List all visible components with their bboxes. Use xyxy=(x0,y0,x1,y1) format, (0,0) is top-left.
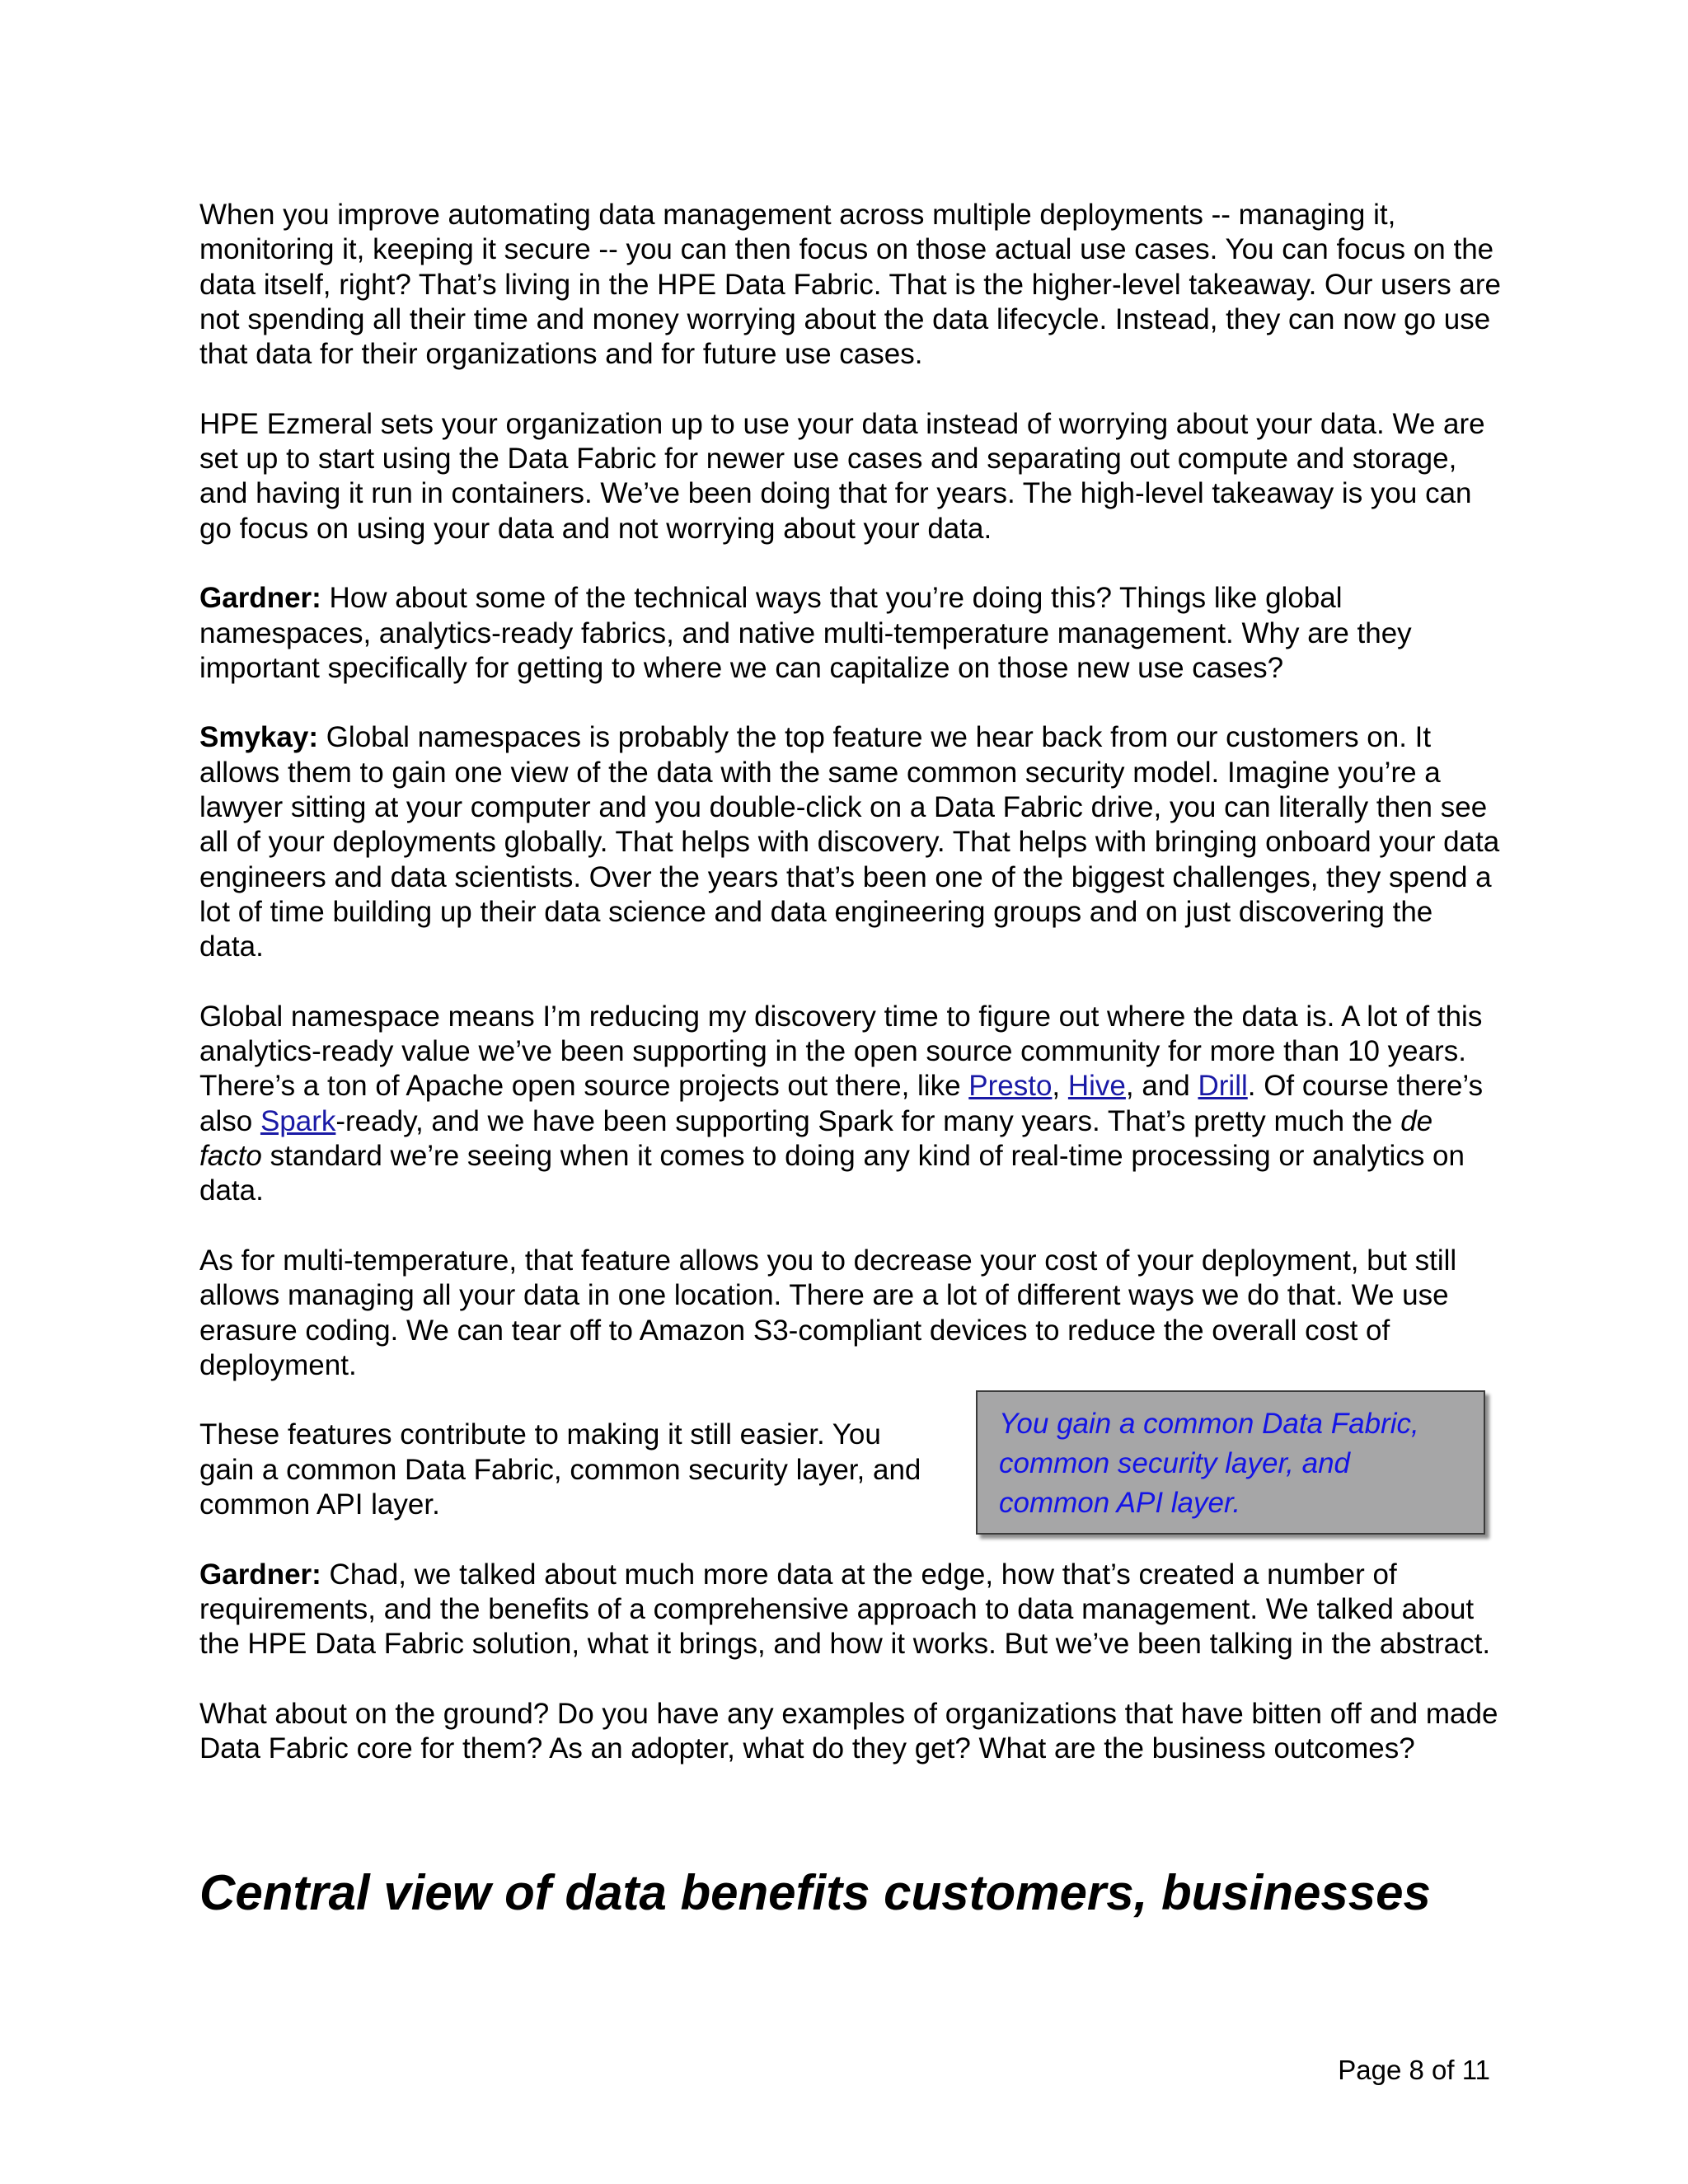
paragraph xyxy=(199,1558,1502,1662)
spark-link[interactable]: Spark xyxy=(260,1104,336,1137)
pull-quote-box xyxy=(976,1390,1485,1535)
page-number: Page 8 of 11 xyxy=(1338,2055,1490,2085)
paragraph: When you improve automating data management across multiple deployments -- managing it, monitoring it, keeping it secure -- you can then focus on those actual use cases. You can focus on the data itself, right? That’s living in the HPE Data Fabric. That is the higher-level takeaway. Our users are not spending all their time and money worrying about the data lifecycle. Instead, they can now go use that data for their organizations and for future use cases. xyxy=(199,199,1501,371)
paragraph-text: , and xyxy=(1125,1070,1198,1103)
paragraph xyxy=(199,720,1502,964)
paragraph-text: Chad, we talked about much more data at the edge, how that’s created a number of requirements, and the benefits of a comprehensive approach to data management. We talked about the HPE Data Fabric solution, what it brings, and how it works. But we’ve been talking in the abstract. xyxy=(199,1558,1491,1661)
drill-link[interactable]: Drill xyxy=(1198,1070,1248,1103)
paragraph xyxy=(199,581,1502,686)
paragraph-text: Global namespaces is probably the top feature we hear back from our customers on. It allows them to gain one view of the data with the same common security model. Imagine you’re a lawyer sitting at your computer and you double-click on a Data Fabric drive, you can literally then see all of your deployments globally. That helps with discovery. That helps with bringing onboard your data engineers and data scientists. Over the years that’s been one of the biggest challenges, they spend a lot of time building up their data science and data engineering groups and on just discovering the data. xyxy=(199,721,1500,963)
speaker-label: Gardner: xyxy=(199,582,321,615)
article-body xyxy=(199,198,1502,1802)
emphasis-text: de facto xyxy=(199,1104,1433,1173)
pull-quote-line: common API layer. xyxy=(999,1487,1241,1519)
paragraph-text: . Of course there’s also xyxy=(199,1070,1484,1137)
paragraph: These features contribute to making it still easier. You gain a common Data Fabric, common security layer, and common API layer. xyxy=(199,1418,921,1521)
section-heading: Central view of data benefits customers, businesses xyxy=(199,1865,1431,1920)
paragraph xyxy=(199,1000,1502,1209)
paragraph-text: , xyxy=(1052,1070,1068,1103)
hive-link[interactable]: Hive xyxy=(1067,1070,1126,1103)
speaker-label: Gardner: xyxy=(199,1558,321,1591)
pull-quote-line: common security layer, and xyxy=(999,1447,1351,1479)
paragraph: As for multi-temperature, that feature allows you to decrease your cost of your deployment, but still allows managing all your data in one location. There are a lot of different ways we do that. We use erasure coding. We can tear off to Amazon S3-compliant devices to reduce the overall cost of deployment. xyxy=(199,1244,1457,1381)
paragraph-text: How about some of the technical ways that you’re doing this? Things like global namespaces, analytics-ready fabrics, and native multi-temperature management. Why are they important specifically for getting to where we can capitalize on those new use cases? xyxy=(199,582,1412,684)
paragraph-text: standard we’re seeing when it comes to doing any kind of real-time processing or analytics on data. xyxy=(199,1140,1465,1207)
paragraph: HPE Ezmeral sets your organization up to use your data instead of worrying about your data. We are set up to start using the Data Fabric for newer use cases and separating out compute and storage, and having it run in containers. We’ve been doing that for years. The high-level takeaway is you can go focus on using your data and not worrying about your data. xyxy=(199,407,1485,545)
paragraph-text: Global namespace means I’m reducing my discovery time to figure out where the data is. A lot of this analytics-ready value we’ve been supporting in the open source community for more than 10 years. There’s a ton of Apache open source projects out there, like xyxy=(199,1000,1483,1103)
paragraph: What about on the ground? Do you have any examples of organizations that have bitten off and made Data Fabric core for them? As an adopter, what do they get? What are the business outcomes? xyxy=(199,1697,1498,1765)
presto-link[interactable]: Presto xyxy=(968,1070,1053,1103)
pull-quote-line: You gain a common Data Fabric, xyxy=(999,1408,1419,1440)
paragraph-text: -ready, and we have been supporting Spark for many years. That’s pretty much the xyxy=(335,1104,1401,1137)
speaker-label: Smykay: xyxy=(199,721,318,754)
